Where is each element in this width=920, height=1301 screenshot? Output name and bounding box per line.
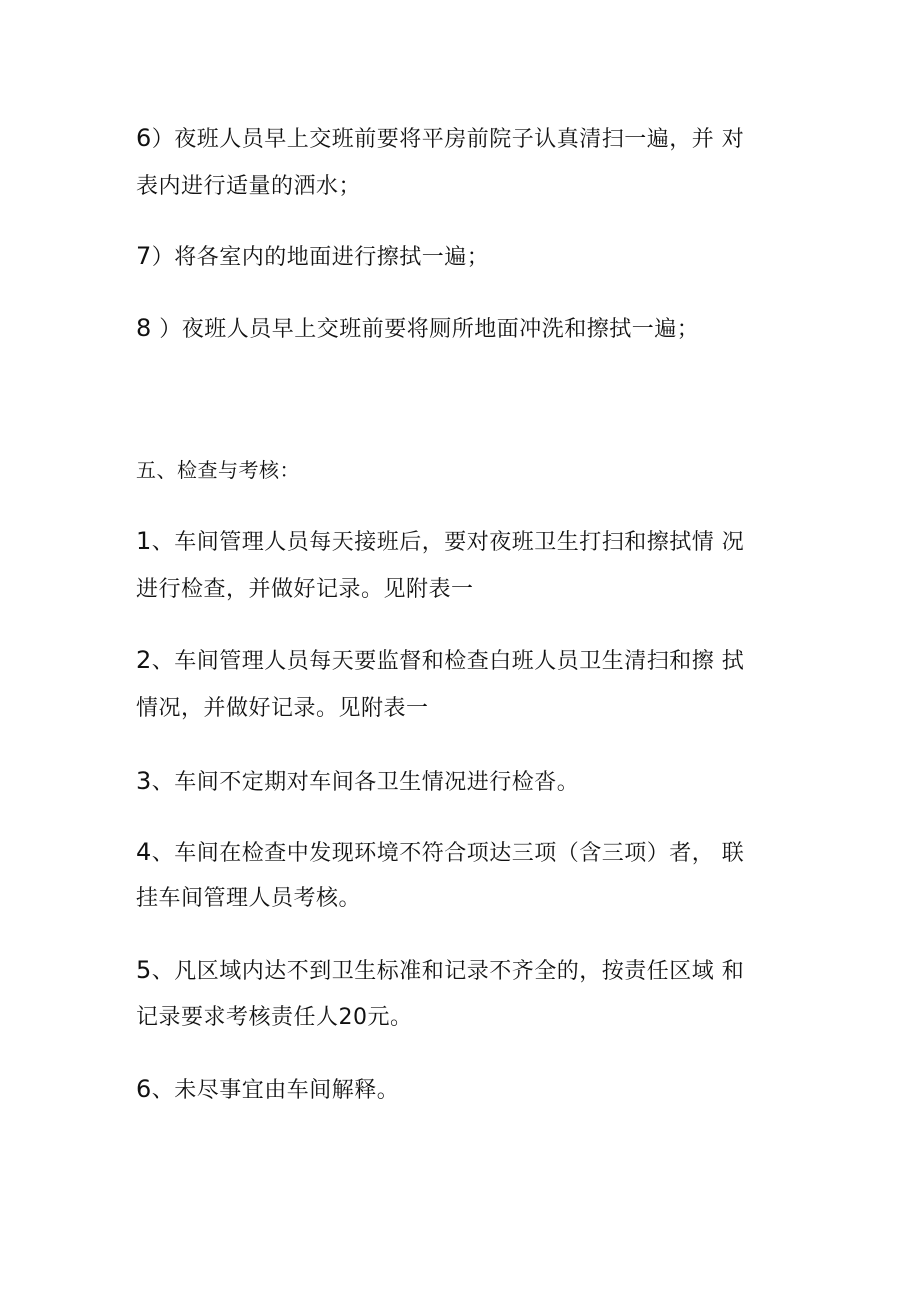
item-1-line-2 xyxy=(136,575,776,605)
item-5-line-2 xyxy=(136,1003,776,1033)
item-text: 挂车间管理人员考核。 xyxy=(136,886,362,911)
item-separator: 、 xyxy=(151,841,175,866)
item-number: 1 xyxy=(136,527,152,555)
item-4-line-2 xyxy=(136,884,776,914)
item-text: 车间在检查中发现环境不符合项达三项（含三项）者， 联 xyxy=(174,841,745,866)
item-separator: ） xyxy=(151,127,175,152)
item-text: 夜班人员早上交班前要将厕所地面冲洗和擦拭一遍； xyxy=(181,317,700,342)
item-number: 6 xyxy=(136,124,152,152)
item-top-8-line-1 xyxy=(136,313,776,345)
item-text: 进行检查，并做好记录。见附表一 xyxy=(136,577,474,602)
item-text: 记录要求考核责任人20元。 xyxy=(136,1005,413,1030)
item-text: 车间管理人员每天接班后，要对夜班卫生打扫和擦拭情 况 xyxy=(174,530,745,555)
item-separator: 、 xyxy=(151,1078,175,1103)
item-text: 表内进行适量的洒水； xyxy=(136,174,362,199)
item-separator: 、 xyxy=(151,959,175,984)
item-number: 8 xyxy=(136,314,152,342)
item-separator: 、 xyxy=(151,770,175,795)
item-number: 4 xyxy=(136,838,152,866)
item-5-line-1 xyxy=(136,955,776,987)
item-text: 未尽事宜由车间解释。 xyxy=(174,1078,400,1103)
item-top-6-line-2 xyxy=(136,172,776,202)
item-text: 将各室内的地面进行擦拭一遍； xyxy=(174,245,490,270)
item-2-line-2 xyxy=(136,694,776,724)
item-1-line-1 xyxy=(136,526,776,558)
item-text: 夜班人员早上交班前要将平房前院子认真清扫一遍，并 对 xyxy=(174,127,745,152)
item-separator: 、 xyxy=(151,649,175,674)
item-number: 3 xyxy=(136,767,152,795)
item-separator: ） xyxy=(151,317,182,342)
item-separator: 、 xyxy=(151,530,175,555)
item-text: 车间不定期对车间各卫生情况进行检沓。 xyxy=(174,770,580,795)
item-text: 凡区域内达不到卫生标准和记录不齐全的，按责任区域 和 xyxy=(174,959,745,984)
item-3-line-1 xyxy=(136,766,776,798)
item-number: 2 xyxy=(136,646,152,674)
item-text: 车间管理人员每天要监督和检查白班人员卫生清扫和擦 拭 xyxy=(174,649,745,674)
section-heading: 五、检查与考核： xyxy=(136,458,300,482)
item-6-line-1 xyxy=(136,1074,776,1106)
item-text: 情况，并做好记录。见附表一 xyxy=(136,696,429,721)
item-separator: ） xyxy=(151,245,175,270)
item-top-6-line-1 xyxy=(136,123,776,155)
item-2-line-1 xyxy=(136,645,776,677)
item-top-7-line-1 xyxy=(136,241,776,273)
item-number: 6 xyxy=(136,1075,152,1103)
item-4-line-1 xyxy=(136,837,776,869)
item-number: 5 xyxy=(136,956,152,984)
item-number: 7 xyxy=(136,242,152,270)
